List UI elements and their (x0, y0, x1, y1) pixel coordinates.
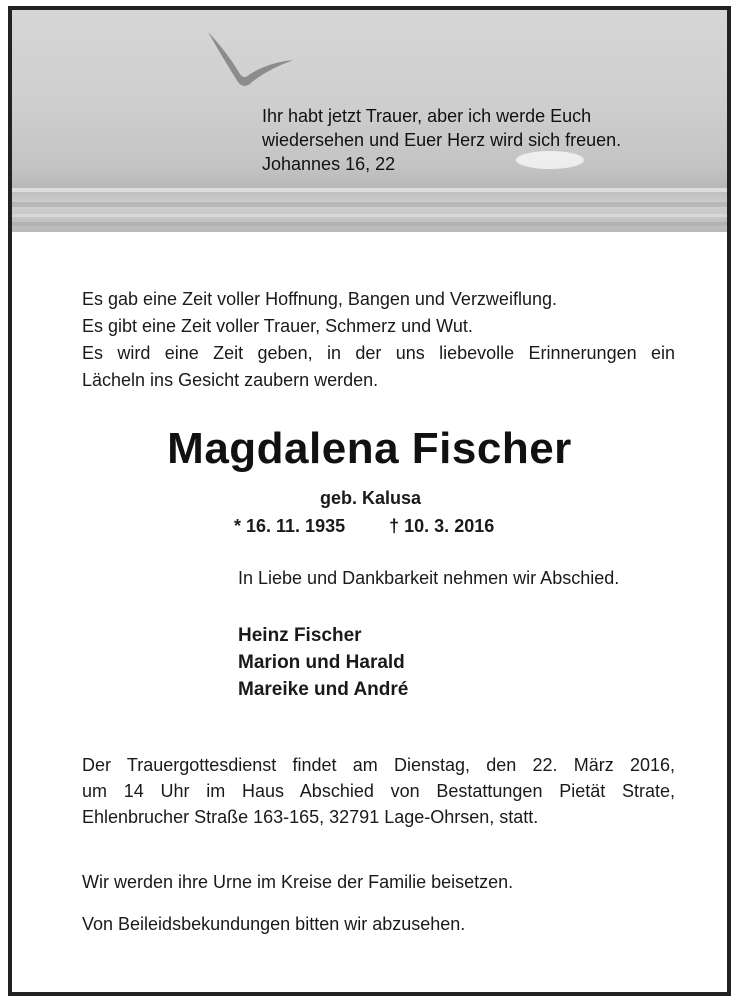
intro-line: Es gab eine Zeit voller Hoffnung, Bangen und Verzweiflung. (82, 289, 557, 309)
urn-note: Wir werden ihre Urne im Kreise der Familie beisetzen. (82, 872, 514, 892)
seagull-icon (208, 32, 294, 86)
intro-line: Es gibt eine Zeit voller Trauer, Schmerz und Wut. (82, 316, 473, 336)
bible-verse (262, 104, 621, 176)
verse-line: wiedersehen und Euer Herz wird sich freuen. (262, 130, 622, 150)
family-member: Heinz Fischer (238, 625, 362, 646)
header-image (12, 10, 727, 232)
farewell-text: In Liebe und Dankbarkeit nehmen wir Abschied. (238, 568, 620, 588)
life-dates (234, 516, 494, 537)
family-member: Mareike und André (238, 679, 409, 700)
intro-line: Lächeln ins Gesicht zaubern werden. (82, 370, 379, 390)
verse-reference: Johannes 16, 22 (262, 154, 396, 174)
service-line: um 14 Uhr im Haus Abschied von Bestattungen Pietät Strate, (82, 781, 675, 801)
death-date: † 10. 3. 2016 (389, 516, 495, 536)
service-line: Ehlenbrucher Straße 163-165, 32791 Lage-Ohrsen, statt. (82, 807, 539, 827)
condolence-note: Von Beileidsbekundungen bitten wir abzusehen. (82, 914, 466, 934)
family-member: Marion und Harald (238, 652, 405, 673)
maiden-name: geb. Kalusa (320, 488, 422, 508)
birth-date: * 16. 11. 1935 (234, 516, 346, 536)
intro-text (82, 286, 675, 394)
deceased-name: Magdalena Fischer (167, 424, 572, 473)
family-list (238, 622, 408, 703)
service-info (82, 752, 675, 830)
verse-line: Ihr habt jetzt Trauer, aber ich werde Euch (262, 106, 592, 126)
notice-frame (8, 6, 731, 996)
intro-line: Es wird eine Zeit geben, in der uns liebevolle Erinnerungen ein (82, 343, 675, 363)
service-line: Der Trauergottesdienst findet am Dienstag, den 22. März 2016, (82, 755, 675, 775)
